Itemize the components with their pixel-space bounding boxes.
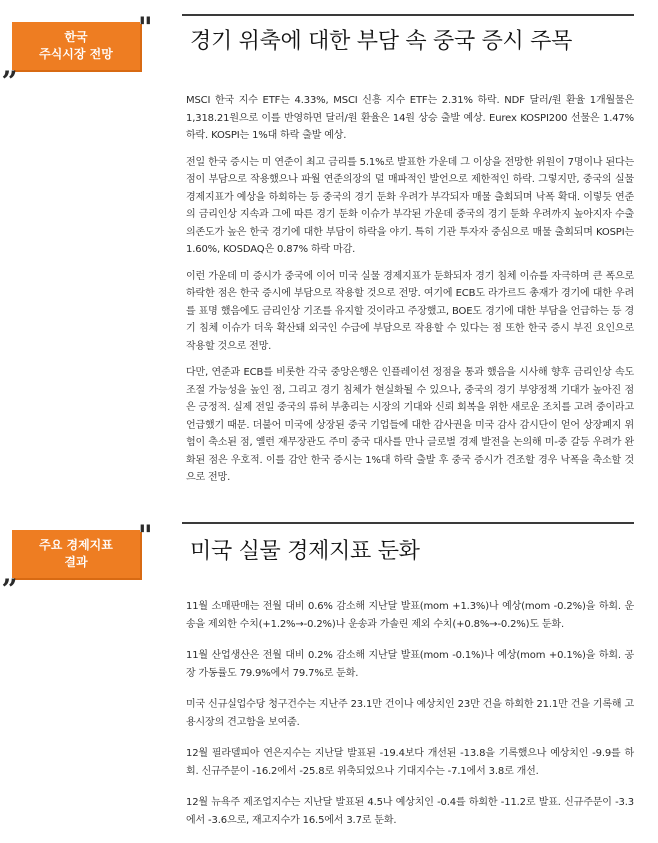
section-title: 미국 실물 경제지표 둔화 xyxy=(190,539,420,564)
title-rule xyxy=(182,522,634,524)
paragraph: 12월 뉴욕주 제조업지수는 지난달 발표된 4.5나 예상치인 -0.4를 하회한 -11.2로 발표. 신규주문이 -3.3에서 -3.6으로, 재고지수가 16.5에서 3.7로 둔화. xyxy=(186,797,634,826)
paragraph: 미국 신규실업수당 청구건수는 지난주 23.1만 건이나 예상치인 23만 건을 하회한 21.1만 건을 기록해 고용시장의 견고함을 보여줌. xyxy=(186,699,634,728)
open-quote-icon: „ xyxy=(2,49,19,82)
tag-line2: 결과 xyxy=(64,555,88,569)
section-tag-indicators xyxy=(12,530,140,578)
paragraph: 다만, 연준과 ECB를 비롯한 각국 중앙은행은 인플레이션 정점을 통과 했음을 시사해 향후 금리인상 속도 조절 가능성을 높인 점, 그리고 경기 침체가 현실화될 수 있으나, 중국의 경기 부양정책 기대가 높아진 점은 긍정적. 실제 전일 중국의 류허 부총리는 시장의 기대와 신뢰 회복을 위한 새로운 조치를 고려 중이라고 언급했기 때문. 더불어 미국에 상장된 중국 기업들에 대한 감사권을 미국 감사 감시단이 얻어 상장폐지 위험이 축소된 점, 옐런 재무장관도 주미 중국 대사를 만나 글로벌 경제 발전을 논의해 미-중 갈등 우려가 완화된 점은 우호적. 이를 감안 한국 증시는 1%대 하락 출발 후 중국 증시가 견조할 경우 낙폭을 축소할 것으로 전망. xyxy=(186,367,634,483)
title-rule xyxy=(182,14,634,16)
paragraph: 전일 한국 증시는 미 연준이 최고 금리를 5.1%로 발표한 가운데 그 이상을 전망한 위원이 7명이나 된다는 점이 부담으로 작용했으나 파월 연준의장의 덜 매파적인 발언으로 제한적인 하락. 그렇지만, 중국의 실물 경제지표가 예상을 하회하는 등 중국의 경기 둔화 우려가 부각되자 매물 출회되며 낙폭 확대. 이렇듯 연준의 금리인상 지속과 그에 따른 경기 둔화 이슈가 부각된 가운데 중국의 경기 둔화 우려까지 높아지자 수출 의존도가 높은 한국 경기에 대한 부담이 하락을 야기. 특히 기관 투자자 중심으로 매물 출회되며 KOSPI는 1.60%, KOSDAQ은 0.87% 하락 마감. xyxy=(186,156,634,255)
paragraph: 11월 소매판매는 전월 대비 0.6% 감소해 지난달 발표(mom +1.3%)나 예상(mom -0.2%)을 하회. 운송을 제외한 수치(+1.2%→-0.2%)나 운송과 가솔린 제외 수치(+0.8%→-0.2%)도 둔화. xyxy=(186,601,634,630)
paragraph: 11월 산업생산은 전월 대비 0.2% 감소해 지난달 발표(mom -0.1%)나 예상(mom +0.1%)을 하회. 공장 가동률도 79.9%에서 79.7%로 둔화. xyxy=(186,650,634,679)
economic-indicators-section xyxy=(0,520,658,840)
close-quote-icon: " xyxy=(138,519,153,552)
section-tag-korea-market xyxy=(12,22,140,70)
section-body xyxy=(186,598,634,843)
tag-line1: 한국 xyxy=(64,30,88,44)
paragraph: 이런 가운데 미 증시가 중국에 이어 미국 실물 경제지표가 둔화되자 경기 침체 이슈를 자극하며 큰 폭으로 하락한 점은 한국 증시에 부담으로 작용할 것으로 전망. 여기에 ECB도 라가르드 총재가 경기에 대한 우려를 표명 했음에도 금리인상 기조를 유지할 것이라고 주장했고, BOE도 경기에 대한 부담을 언급하는 등 경기 침체 이슈가 더욱 확산돼 외국인 수급에 부담으로 작용할 수 있다는 점 또한 한국 증시 부진 요인으로 작용할 것으로 전망. xyxy=(186,270,634,352)
section-body xyxy=(186,92,634,496)
tag-line1: 주요 경제지표 xyxy=(39,538,113,552)
tag-line2: 주식시장 전망 xyxy=(39,47,113,61)
paragraph: 12월 필라델피아 연은지수는 지난달 발표된 -19.4보다 개선된 -13.8을 기록했으나 예상치인 -9.9를 하회. 신규주문이 -16.2에서 -25.8로 위축되었으나 기대지수는 -7.1에서 3.8로 개선. xyxy=(186,748,634,777)
section-title: 경기 위축에 대한 부담 속 중국 증시 주목 xyxy=(190,29,573,54)
open-quote-icon: „ xyxy=(2,557,19,590)
close-quote-icon: " xyxy=(138,11,153,44)
paragraph: MSCI 한국 지수 ETF는 4.33%, MSCI 신흥 지수 ETF는 2.31% 하락. NDF 달러/원 환율 1개월물은 1,318.21원으로 이를 반영하면 달러/원 환율은 14원 상승 출발 예상. Eurex KOSPI200 선물은 1.47% 하락. KOSPI는 1%대 하락 출발 예상. xyxy=(186,95,634,141)
